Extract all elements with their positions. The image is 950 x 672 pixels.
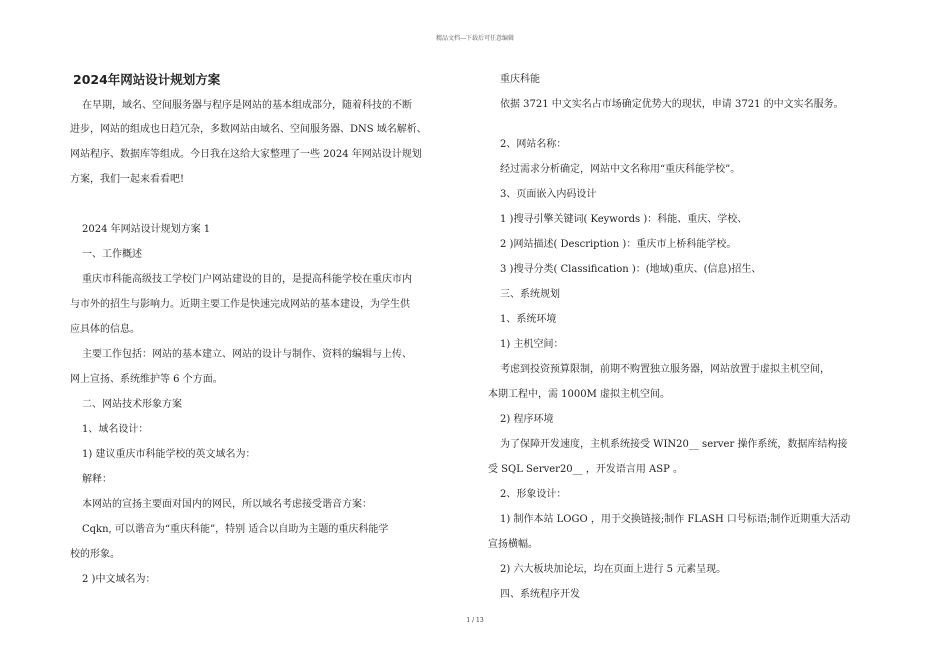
right-column-line: 2 )网站描述( Description )：重庆市上桥科能学校。 [500,239,737,250]
left-column-line: 一、工作概述 [82,249,142,260]
right-column-line: 本期工程中，需 1000M 虚拟主机空间。 [488,389,671,400]
right-column-line: 四、系统程序开发 [500,589,580,600]
left-column-line: 二、网站技术形象方案 [82,399,182,410]
left-column-line: 2 )中文域名为： [82,574,156,585]
document-title: 2024年网站设计规划方案 [73,72,221,87]
left-column-line: 网上宣扬、系统维护等 6 个方面。 [70,374,223,385]
left-column-line: 在早期，域名、空间服务器与程序是网站的基本组成部分，随着科技的不断 [82,100,412,111]
left-column-line: 网站程序、数据库等组成。今日我在这给大家整理了一些 2024 年网站设计规划 [70,149,422,160]
right-column-line: 宣扬横幅。 [488,539,538,550]
left-column-line: 进步，网站的组成也日趋冗杂，多数网站由域名、空间服务器、DNS 域名解析、 [70,124,427,135]
right-column-line: 2、形象设计： [500,489,567,500]
left-column-line: 校的形象。 [70,549,120,560]
right-column-line: 1) 制作本站 LOGO ，用于交换链接;制作 FLASH 口号标语;制作近期重大活动 [500,514,851,525]
left-column-line: 方案，我们一起来看看吧! [70,174,185,185]
left-column-line: 解释： [82,474,112,485]
page-header: 精品文档---下载后可任意编辑 [435,35,515,42]
right-column-line: 1、系统环境 [500,314,557,325]
right-column-line: 2) 程序环境 [500,414,554,425]
left-column-line: 主要工作包括：网站的基本建立、网站的设计与制作、资料的编辑与上传、 [82,349,412,360]
left-column-line: 1) 建议重庆市科能学校的英文域名为： [82,449,256,460]
left-column-line: Cqkn, 可以谐音为“重庆科能”，特别 适合以自助为主题的重庆科能学 [82,524,389,535]
right-column-line: 2、网站名称： [500,139,567,150]
left-column-line: 2024 年网站设计规划方案 1 [82,224,211,235]
left-column-line: 本网站的宣扬主要面对国内的网民，所以域名考虑接受谐音方案： [82,499,372,510]
left-column-line: 重庆市科能高级技工学校门户网站建设的目的，是提高科能学校在重庆市内 [82,274,412,285]
right-column-line: 经过需求分析确定，网站中文名称用“重庆科能学校”。 [500,164,741,175]
right-column-line: 受 SQL Server20__ ，开发语言用 ASP 。 [488,464,684,475]
left-column-line: 1、域名设计： [82,424,149,435]
left-column-line: 与市外的招生与影响力。近期主要工作是快速完成网站的基本建设，为学生供 [70,299,410,310]
left-column-line: 应具体的信息。 [70,324,140,335]
right-column-line: 三、系统规划 [500,289,560,300]
right-column-line: 依据 3721 中文实名占市场确定优势大的现状，申请 3721 的中文实名服务。 [500,99,844,110]
right-column-line: 1 )搜寻引擎关键词( Keywords )：科能、重庆、学校、 [500,214,748,225]
right-column-line: 重庆科能 [500,74,540,85]
right-column-line: 2) 六大板块加论坛，均在页面上进行 5 元素呈现。 [500,564,727,575]
right-column-line: 3 )搜寻分类( Classification )：(地域)重庆、(信息)招生、 [500,264,762,275]
right-column-line: 3、页面嵌入内码设计 [500,189,597,200]
right-column-line: 考虑到投资预算限制，前期不购置独立服务器，网站放置于虚拟主机空间， [500,364,830,375]
right-column-line: 为了保障开发速度，主机系统接受 WIN20__ server 操作系统，数据库结构接 [500,439,848,450]
page-number: 1 / 13 [466,617,484,624]
right-column-line: 1) 主机空间： [500,339,564,350]
